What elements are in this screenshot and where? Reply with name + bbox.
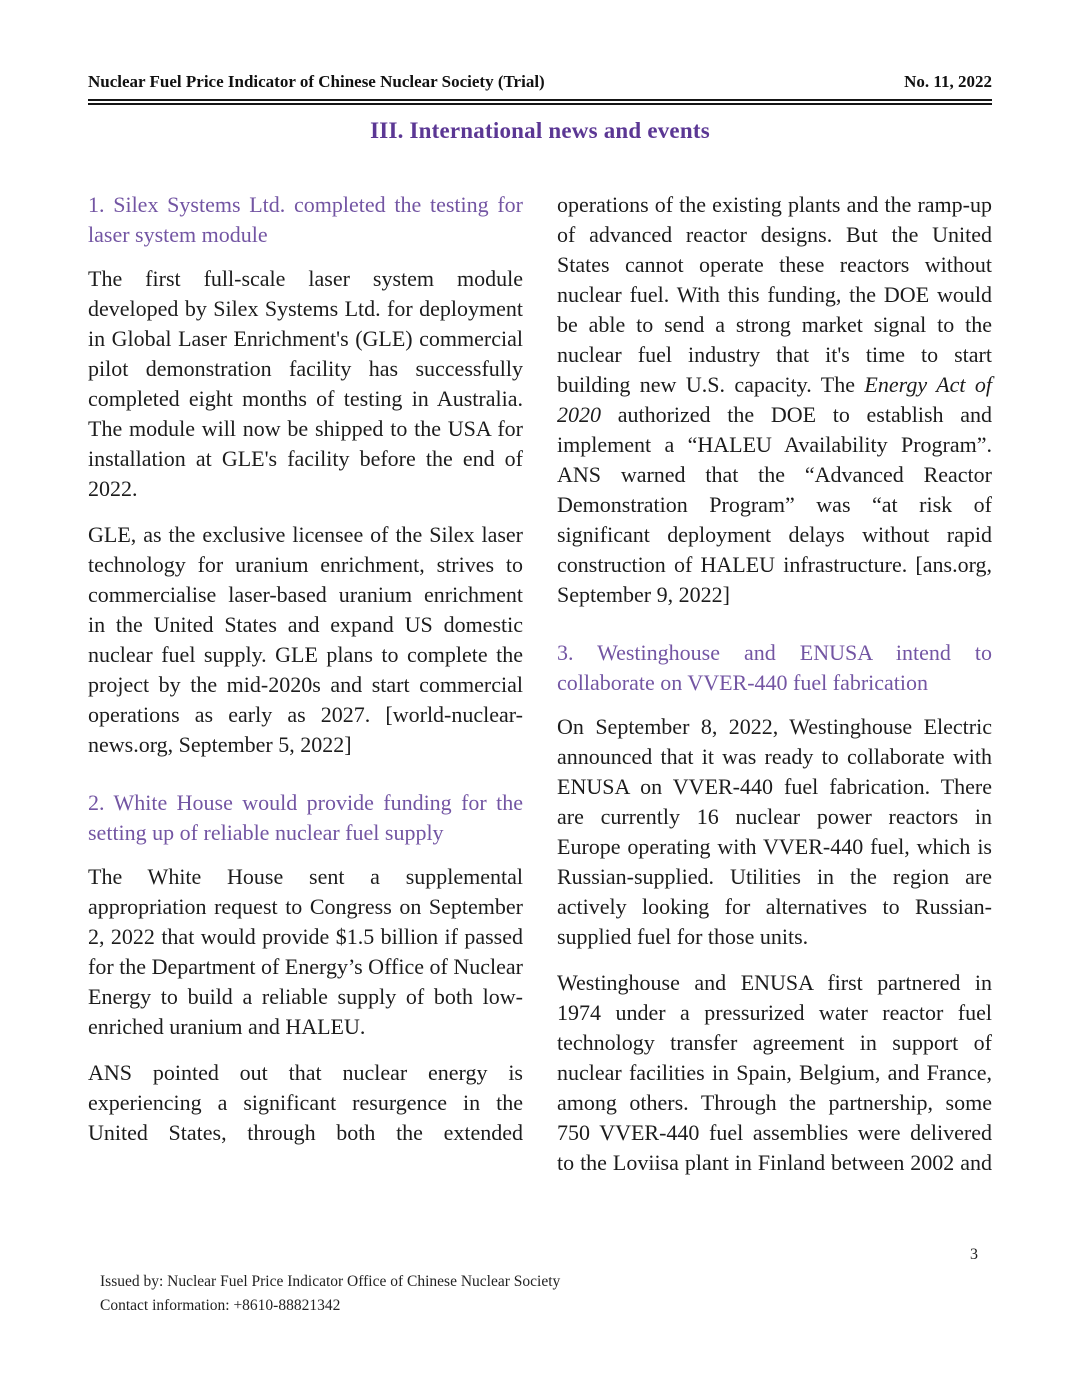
- continuation-text-post: authorized the DOE to establish and implement a “HALEU Availability Program”. ANS warned that the “Advanced Reactor Demonstration Program” was “at risk of significant deployment delays without rapid construction of HALEU infrastructure. [ans.org, September 9, 2022]: [557, 402, 992, 607]
- section-3-paragraph-1: On September 8, 2022, Westinghouse Electric announced that it was ready to collaborate with ENUSA on VVER-440 fuel fabrication. There are currently 16 nuclear power reactors in Europe operating with VVER-440 fuel, which is Russian-supplied. Utilities in the region are actively looking for alternatives to Russian-supplied fuel for those units.: [557, 714, 992, 949]
- page-footer: [100, 1270, 992, 1318]
- two-column-body: [88, 190, 992, 1178]
- section-3-paragraph-2: Westinghouse and ENUSA first partnered in 1974 under a pressurized water reactor fuel technology transfer agreement in support of nuclear facilities in Spain, Belgium, and France, among others. Through the partnership, some 750 VVER-440 fuel assemblies were delivered to the Loviisa plant in Finland between 2002 and: [557, 970, 992, 1175]
- footer-issued-by: Issued by: Nuclear Fuel Price Indicator Office of Chinese Nuclear Society: [100, 1273, 561, 1290]
- page-title: III. International news and events: [370, 118, 710, 143]
- energy-act-italic-phrase: Energy Act of 2020: [557, 372, 992, 427]
- page-header: [88, 72, 992, 92]
- header-publication-title: Nuclear Fuel Price Indicator of Chinese Nuclear Society (Trial): [88, 72, 545, 91]
- header-rule: [88, 99, 992, 105]
- section-2-paragraph-2: ANS pointed out that nuclear energy is experiencing a significant resurgence in the United States, through both the extended: [88, 1060, 523, 1145]
- section-2-continuation-paragraph: [557, 190, 992, 610]
- header-issue-number: No. 11, 2022: [904, 72, 992, 91]
- footer-contact-info: Contact information: +8610-88821342: [100, 1297, 341, 1314]
- section-2-paragraph-1: The White House sent a supplemental appropriation request to Congress on September 2, 2022 that would provide $1.5 billion if passed for the Department of Energy’s Office of Nuclear Energy to build a reliable supply of both low-enriched uranium and HALEU.: [88, 864, 523, 1039]
- section-3-heading: 3. Westinghouse and ENUSA intend to collaborate on VVER-440 fuel fabrication: [557, 640, 992, 695]
- section-1-paragraph-2: GLE, as the exclusive licensee of the Silex laser technology for uranium enrichment, strives to commercialise laser-based uranium enrichment in the United States and expand US domestic nuclear fuel supply. GLE plans to complete the project by the mid-2020s and start commercial operations as early as 2027. [world-nuclear-news.org, September 5, 2022]: [88, 522, 523, 757]
- section-2-heading: 2. White House would provide funding for the setting up of reliable nuclear fuel supply: [88, 790, 523, 845]
- left-column: [88, 190, 523, 1178]
- continuation-text-pre: operations of the existing plants and the ramp-up of advanced reactor designs. But the United States cannot operate these reactors without nuclear fuel. With this funding, the DOE would be able to send a strong market signal to the nuclear fuel industry that it's time to start building new U.S. capacity. The: [557, 192, 992, 397]
- page-number: 3: [970, 1246, 978, 1263]
- section-1-heading: 1. Silex Systems Ltd. completed the testing for laser system module: [88, 192, 523, 247]
- right-column: [557, 190, 992, 1178]
- section-1-paragraph-1: The first full-scale laser system module developed by Silex Systems Ltd. for deployment in Global Laser Enrichment's (GLE) commercial pilot demonstration facility has successfully completed eight months of testing in Australia. The module will now be shipped to the USA for installation at GLE's facility before the end of 2022.: [88, 266, 523, 501]
